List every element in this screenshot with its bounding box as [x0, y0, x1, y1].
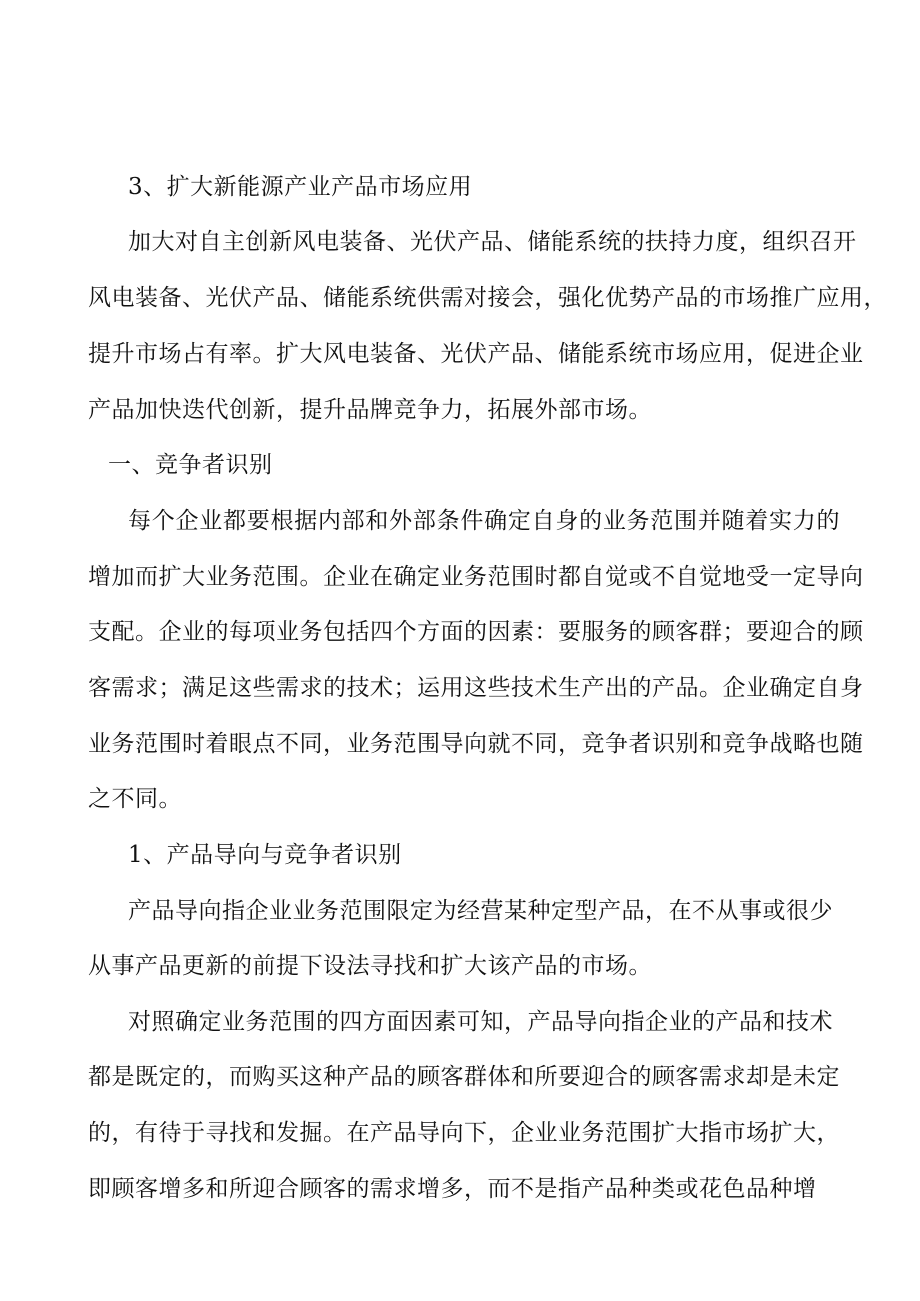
paragraph-line: 产品加快迭代创新，提升品牌竞争力，拓展外部市场。 [88, 397, 652, 423]
paragraph-line: 加大对自主创新风电装备、光伏产品、储能系统的扶持力度，组织召开 [128, 229, 857, 255]
subsection-heading: 1、产品导向与竞争者识别 [128, 842, 402, 868]
paragraph-line: 客需求；满足这些需求的技术；运用这些技术生产出的产品。企业确定自身 [88, 675, 864, 701]
paragraph-line: 对照确定业务范围的四方面因素可知，产品导向指企业的产品和技术 [128, 1009, 833, 1035]
section-heading: 一、竞争者识别 [108, 452, 273, 478]
paragraph-line: 提升市场占有率。扩大风电装备、光伏产品、储能系统市场应用，促进企业 [88, 341, 864, 367]
section-heading: 3、扩大新能源产业产品市场应用 [128, 174, 473, 200]
paragraph-line: 即顾客增多和所迎合顾客的需求增多，而不是指产品种类或花色品种增 [88, 1176, 817, 1202]
paragraph-line: 支配。企业的每项业务包括四个方面的因素：要服务的顾客群；要迎合的顾 [88, 619, 864, 645]
paragraph-line: 每个企业都要根据内部和外部条件确定自身的业务范围并随着实力的 [128, 508, 840, 534]
paragraph-line: 的，有待于寻找和发掘。在产品导向下，企业业务范围扩大指市场扩大， [88, 1120, 840, 1146]
paragraph-line: 都是既定的，而购买这种产品的顾客群体和所要迎合的顾客需求却是未定 [88, 1064, 840, 1090]
paragraph-line: 从事产品更新的前提下设法寻找和扩大该产品的市场。 [88, 953, 652, 979]
paragraph-line: 产品导向指企业业务范围限定为经营某种定型产品，在不从事或很少 [128, 898, 833, 924]
paragraph-line: 之不同。 [88, 786, 182, 812]
paragraph-line: 业务范围时着眼点不同，业务范围导向就不同，竞争者识别和竞争战略也随 [88, 731, 864, 757]
paragraph-line: 增加而扩大业务范围。企业在确定业务范围时都自觉或不自觉地受一定导向 [88, 564, 864, 590]
paragraph-line: 风电装备、光伏产品、储能系统供需对接会，强化优势产品的市场推广应用， [88, 285, 887, 311]
